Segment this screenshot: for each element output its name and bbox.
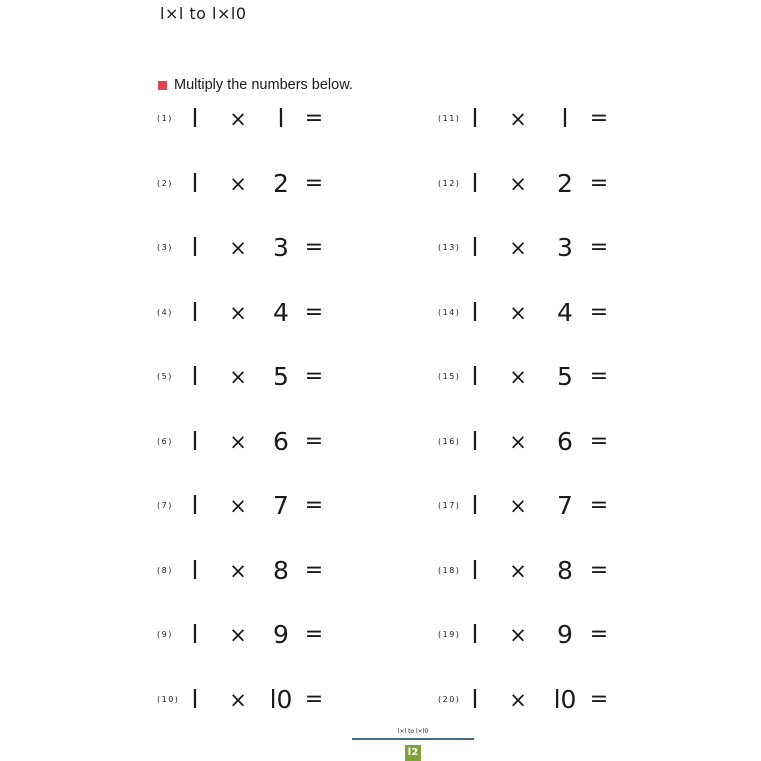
multiplicand: l <box>191 298 199 327</box>
equals-sign: = <box>304 364 324 389</box>
problem <box>438 293 618 333</box>
multiplier: 5 <box>557 362 573 391</box>
multiplicand: l <box>471 685 479 714</box>
problem <box>157 164 337 204</box>
multiplier: 7 <box>273 491 289 520</box>
problem <box>438 422 618 462</box>
problem <box>157 422 337 462</box>
multiplier: 9 <box>557 620 573 649</box>
multiplier: l <box>277 104 285 133</box>
multiplicand: l <box>471 362 479 391</box>
problem-number: (5) <box>157 372 173 381</box>
times-sign: × <box>229 365 247 389</box>
page-number-badge: l2 <box>405 745 421 761</box>
times-sign: × <box>509 688 527 712</box>
multiplicand: l <box>191 685 199 714</box>
multiplier: 6 <box>557 427 573 456</box>
equals-sign: = <box>304 558 324 583</box>
problem <box>157 99 337 139</box>
multiplicand: l <box>191 556 199 585</box>
equals-sign: = <box>589 171 609 196</box>
problem <box>157 680 337 720</box>
multiplicand: l <box>471 169 479 198</box>
times-sign: × <box>229 172 247 196</box>
multiplier: 5 <box>273 362 289 391</box>
problem-number: (18) <box>438 566 461 575</box>
multiplicand: l <box>191 427 199 456</box>
problem-number: (16) <box>438 437 461 446</box>
multiplicand: l <box>191 491 199 520</box>
problem <box>157 551 337 591</box>
problem <box>157 486 337 526</box>
multiplicand: l <box>471 491 479 520</box>
multiplicand: l <box>471 556 479 585</box>
times-sign: × <box>509 430 527 454</box>
problem-number: (8) <box>157 566 173 575</box>
equals-sign: = <box>304 300 324 325</box>
times-sign: × <box>229 494 247 518</box>
problem <box>438 486 618 526</box>
equals-sign: = <box>589 106 609 131</box>
problem-number: (20) <box>438 695 461 704</box>
equals-sign: = <box>304 106 324 131</box>
multiplier: 2 <box>557 169 573 198</box>
problem <box>438 357 618 397</box>
equals-sign: = <box>304 235 324 260</box>
multiplicand: l <box>471 427 479 456</box>
problem-number: (12) <box>438 179 461 188</box>
problem-number: (2) <box>157 179 173 188</box>
times-sign: × <box>509 236 527 260</box>
multiplier: 4 <box>273 298 289 327</box>
multiplicand: l <box>191 169 199 198</box>
equals-sign: = <box>589 558 609 583</box>
equals-sign: = <box>589 687 609 712</box>
equals-sign: = <box>304 687 324 712</box>
multiplier: 3 <box>273 233 289 262</box>
problem-number: (9) <box>157 630 173 639</box>
problem <box>157 615 337 655</box>
multiplicand: l <box>191 620 199 649</box>
times-sign: × <box>229 559 247 583</box>
multiplicand: l <box>191 104 199 133</box>
times-sign: × <box>229 688 247 712</box>
problem <box>438 615 618 655</box>
multiplier: 4 <box>557 298 573 327</box>
times-sign: × <box>509 365 527 389</box>
times-sign: × <box>229 107 247 131</box>
equals-sign: = <box>304 622 324 647</box>
problem-number: (15) <box>438 372 461 381</box>
problem <box>157 357 337 397</box>
times-sign: × <box>229 430 247 454</box>
multiplicand: l <box>471 104 479 133</box>
problem-number: (14) <box>438 308 461 317</box>
times-sign: × <box>509 623 527 647</box>
multiplicand: l <box>471 298 479 327</box>
problem-number: (7) <box>157 501 173 510</box>
multiplicand: l <box>471 620 479 649</box>
times-sign: × <box>509 107 527 131</box>
problem-number: (10) <box>157 695 180 704</box>
multiplier: 6 <box>273 427 289 456</box>
multiplier: l <box>561 104 569 133</box>
multiplier: 8 <box>557 556 573 585</box>
equals-sign: = <box>589 235 609 260</box>
equals-sign: = <box>589 493 609 518</box>
times-sign: × <box>509 559 527 583</box>
problem-number: (3) <box>157 243 173 252</box>
equals-sign: = <box>304 171 324 196</box>
footer-divider <box>352 738 474 740</box>
footer-title: l×l to l×l0 <box>397 728 429 735</box>
equals-sign: = <box>589 364 609 389</box>
times-sign: × <box>509 494 527 518</box>
problem-number: (6) <box>157 437 173 446</box>
times-sign: × <box>229 236 247 260</box>
equals-sign: = <box>304 429 324 454</box>
page-footer <box>352 728 474 761</box>
problem-number: (4) <box>157 308 173 317</box>
multiplier: l0 <box>269 685 293 714</box>
multiplier: 8 <box>273 556 289 585</box>
times-sign: × <box>229 301 247 325</box>
multiplier: 3 <box>557 233 573 262</box>
times-sign: × <box>509 301 527 325</box>
problem <box>157 228 337 268</box>
multiplicand: l <box>191 233 199 262</box>
times-sign: × <box>509 172 527 196</box>
multiplicand: l <box>471 233 479 262</box>
times-sign: × <box>229 623 247 647</box>
equals-sign: = <box>589 622 609 647</box>
instruction <box>158 76 353 94</box>
equals-sign: = <box>304 493 324 518</box>
problem-number: (11) <box>438 114 461 123</box>
problem <box>438 551 618 591</box>
problem <box>438 99 618 139</box>
multiplier: 2 <box>273 169 289 198</box>
equals-sign: = <box>589 429 609 454</box>
problem-number: (13) <box>438 243 461 252</box>
problem <box>438 680 618 720</box>
multiplier: l0 <box>553 685 577 714</box>
problem-number: (19) <box>438 630 461 639</box>
problem-number: (17) <box>438 501 461 510</box>
multiplier: 7 <box>557 491 573 520</box>
problem-number: (1) <box>157 114 173 123</box>
multiplier: 9 <box>273 620 289 649</box>
equals-sign: = <box>589 300 609 325</box>
problem <box>438 228 618 268</box>
problem <box>157 293 337 333</box>
multiplicand: l <box>191 362 199 391</box>
bullet-square-icon <box>158 81 167 90</box>
instruction-text: Multiply the numbers below. <box>174 77 353 93</box>
problem <box>438 164 618 204</box>
page-title: l×l to l×l0 <box>160 4 247 23</box>
